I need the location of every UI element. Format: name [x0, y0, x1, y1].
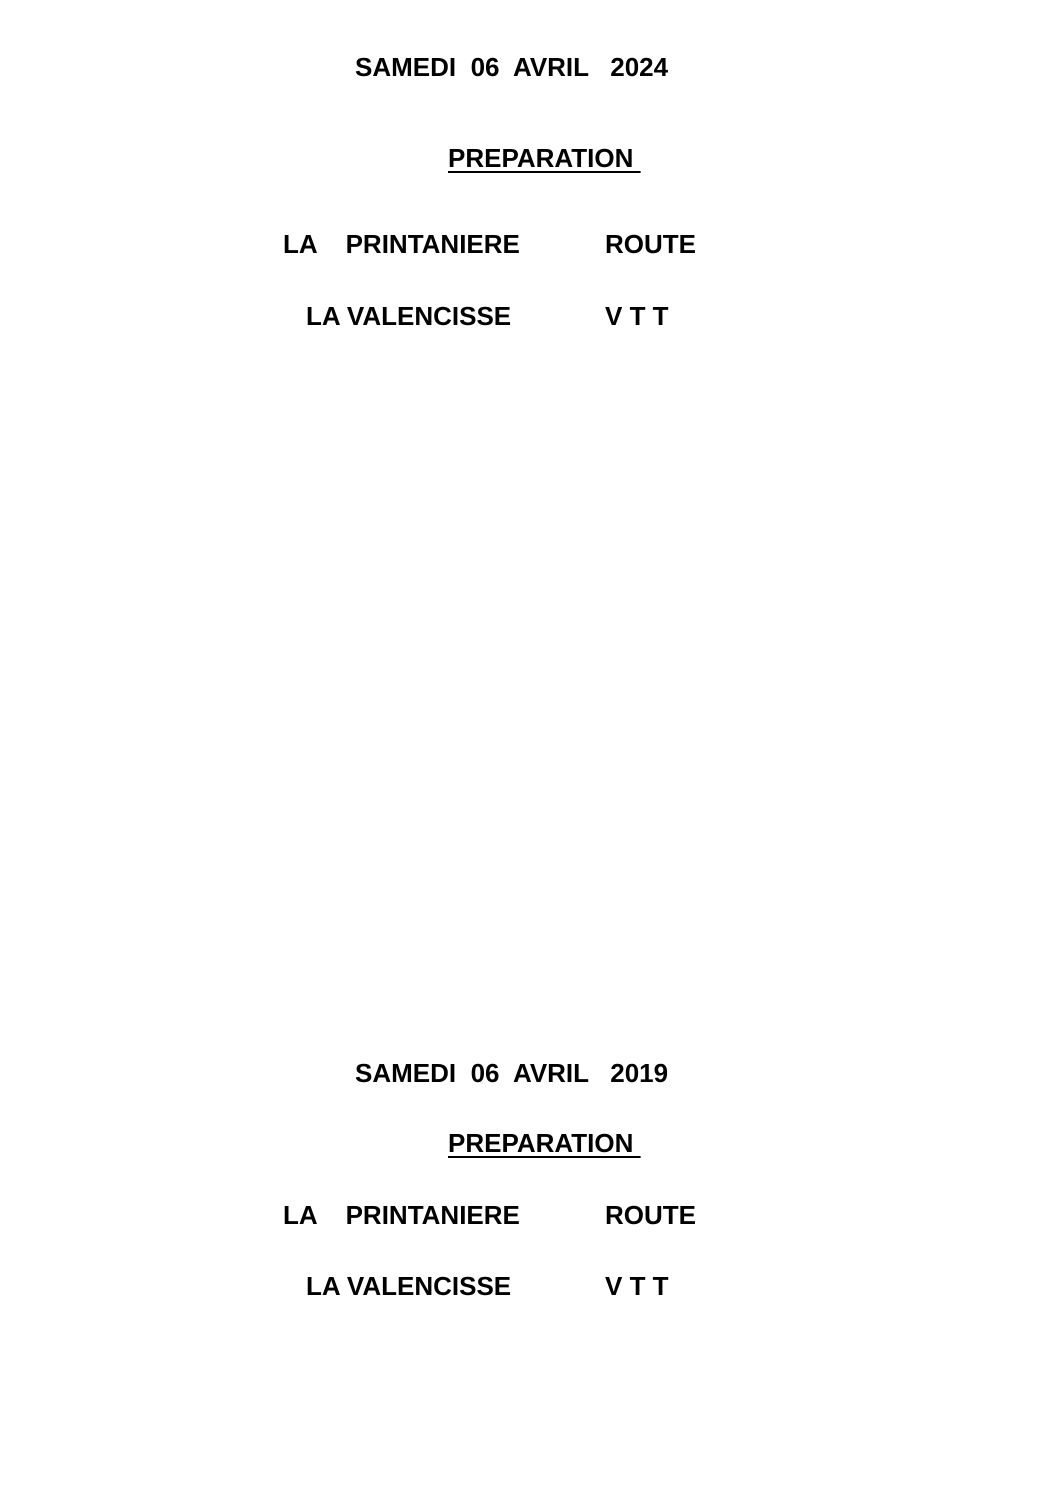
event-name: LA PRINTANIERE [283, 229, 520, 259]
event-date: SAMEDI 06 AVRIL 2024 [355, 52, 669, 82]
event-type: ROUTE [605, 1200, 696, 1230]
event-name: LA PRINTANIERE [283, 1200, 520, 1230]
event-type: V T T [605, 1271, 669, 1301]
event-name: LA VALENCISSE [306, 301, 512, 331]
event-type: V T T [605, 301, 669, 331]
event-date: SAMEDI 06 AVRIL 2019 [355, 1058, 669, 1088]
announcement-block-1 [0, 0, 1058, 331]
event-name: LA VALENCISSE [306, 1271, 512, 1301]
section-heading: PREPARATION [448, 1128, 641, 1158]
event-type: ROUTE [605, 229, 696, 259]
section-heading: PREPARATION [448, 143, 641, 173]
announcement-block-2 [0, 1006, 1058, 1326]
